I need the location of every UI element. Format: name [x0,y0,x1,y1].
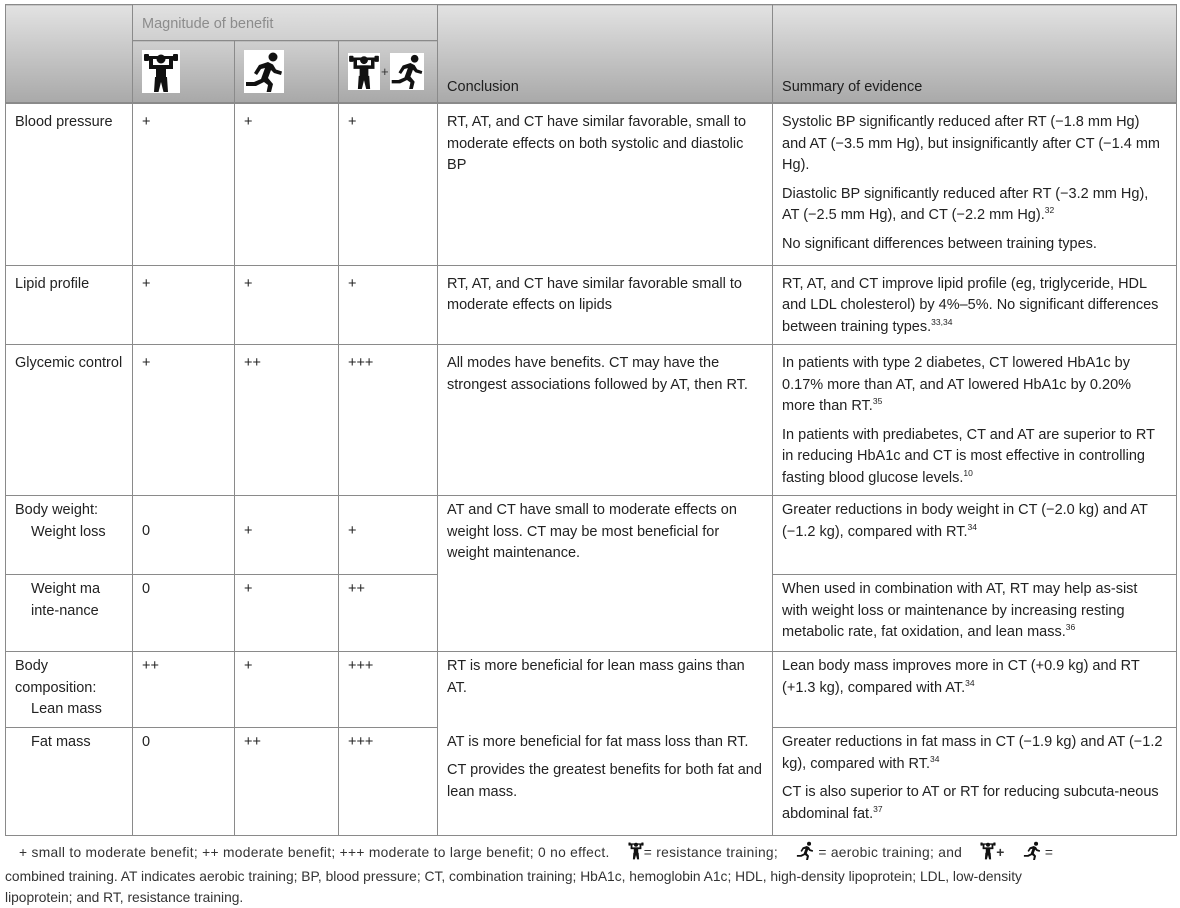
aerobic-training-icon [390,53,424,90]
aerobic-training-icon [244,50,284,93]
ct-rating [339,496,438,575]
evidence-sentence: Diastolic BP significantly reduced after RT (−3.2 mm Hg), AT (−2.5 mm Hg), and CT (−2.2 mm Hg). [782,185,1149,223]
conclusion-text: All modes have benefits. CT may have the strongest associations followed by AT, then RT. [447,355,748,393]
citation-ref: 37 [873,803,883,814]
table-row [6,265,1177,345]
at-rating [235,496,339,575]
citation-ref: 34 [967,521,977,532]
outcome-sub-label: Weight mainte-nance [31,581,101,619]
outcome-sub-label: Weight loss [31,523,106,540]
evidence-sentence: In patients with prediabetes, CT and AT are superior to RT in reducing HbA1c and CT is most effective in controlling fasting blood glucose levels. [782,426,1155,486]
rating-value: + [348,523,357,539]
ct-header [339,41,438,104]
benefits-table [5,4,1177,836]
resistance-training-icon [348,53,380,90]
at-rating: + [235,652,339,728]
outcome-sub-label: Lean mass [31,701,102,717]
outcome-cell: Glycemic control [6,345,133,496]
evidence-cell [773,575,1177,652]
citation-ref: 35 [872,396,883,406]
table-footnote [5,841,1178,908]
conclusion-text: AT is more beneficial for fat mass loss than RT. [447,733,749,750]
resistance-training-icon [966,841,996,866]
plus-joiner: + [996,845,1005,860]
outcome-cell: Fat mass [6,728,133,836]
rt-rating: 0 [133,575,235,652]
footnote-line: combined training. AT indicates aerobic training; BP, blood pressure; CT, combination training; HbA1c, hemoglobin A1c; HDL, high-density lipoprotein; LDL, low-density [5,869,1022,884]
conclusion-text: RT, AT, and CT have similar favorable, small to moderate effects on both systolic and diastolic BP [447,114,747,173]
evidence-text [782,353,1167,418]
outcome-group-label: Body weight: [15,502,99,518]
plus-joiner: + [381,64,389,79]
table-row [6,728,1177,836]
evidence-text [782,425,1167,490]
evidence-cell [773,728,1177,836]
evidence-sentence: In patients with type 2 diabetes, CT lowered HbA1c by 0.17% more than AT, and AT lowered HbA1c by 0.20% more than RT. [782,355,1132,414]
evidence-sentence: Systolic BP significantly reduced after RT (−1.8 mm Hg) and AT (−3.5 mm Hg), but insignificantly after CT (−1.4 mm Hg). [782,114,1160,173]
conclusion-cell [438,652,773,728]
evidence-sentence: RT, AT, and CT improve lipid profile (eg, triglyceride, HDL and LDL cholesterol) by 4%–5%. No significant differences between training types. [782,275,1159,335]
at-rating: + [235,575,339,652]
at-rating: + [235,103,339,265]
ct-rating: +++ [339,345,438,496]
evidence-text [782,782,1167,825]
evidence-cell [773,652,1177,728]
footnote-line [5,841,1178,866]
rt-header [133,41,235,104]
rating-value: + [244,523,253,539]
citation-ref: 36 [1065,622,1076,632]
outcome-header [6,5,133,104]
conclusion-cell [438,728,773,836]
table-row [6,103,1177,265]
aerobic-training-icon [1009,841,1041,866]
conclusion-header: Conclusion [438,5,773,104]
evidence-cell [773,496,1177,575]
table-row [6,652,1177,728]
rating-value: 0 [142,523,151,539]
rt-rating [133,496,235,575]
outcome-cell: Lipid profile [6,265,133,345]
rt-rating: + [133,103,235,265]
ct-rating: + [339,265,438,345]
citation-ref: 34 [930,753,940,764]
aerobic-training-icon [782,841,814,866]
outcome-group-label: Body composition: [15,658,97,696]
resistance-training-icon [142,50,180,93]
evidence-cell [773,103,1177,265]
magnitude-header: Magnitude of benefit [133,5,438,41]
ct-rating: ++ [339,575,438,652]
evidence-cell [773,345,1177,496]
at-rating: ++ [235,728,339,836]
table-row [6,496,1177,575]
at-rating: ++ [235,345,339,496]
rt-definition: = resistance training; [643,845,779,860]
ct-rating: +++ [339,728,438,836]
evidence-sentence: When used in combination with AT, RT may help as-sist with weight loss or maintenance by increasing resting metabolic rate, fat oxidation, and lean mass. [782,581,1138,640]
evidence-sentence: CT is also superior to AT or RT for reducing subcuta-neous abdominal fat. [782,784,1159,822]
evidence-text [782,234,1167,256]
evidence-text [782,732,1167,775]
citation-ref: 32 [1044,205,1055,215]
outcome-cell [6,496,133,575]
evidence-sentence: Greater reductions in body weight in CT (−2.0 kg) and AT (−1.2 kg), compared with RT. [782,502,1148,540]
ct-rating: +++ [339,652,438,728]
outcome-cell [6,575,133,652]
outcome-cell [6,652,133,728]
evidence-text [782,579,1167,644]
conclusion-text: RT, AT, and CT have similar favorable small to moderate effects on lipids [447,275,742,313]
citation-ref: 33,34 [931,316,953,327]
rt-rating: + [133,265,235,345]
evidence-text [782,112,1167,177]
table-row [6,345,1177,496]
rt-rating: ++ [133,652,235,728]
citation-ref: 34 [965,677,975,688]
at-header [235,41,339,104]
conclusion-cell [438,103,773,265]
evidence-text [782,184,1167,227]
evidence-text [782,274,1167,339]
conclusion-text: RT is more beneficial for lean mass gains than AT. [447,658,745,696]
evidence-text [782,656,1167,699]
citation-ref: 10 [963,467,973,478]
at-rating: + [235,265,339,345]
at-definition: = aerobic training; and [818,845,963,860]
evidence-cell [773,265,1177,345]
conclusion-cell [438,265,773,345]
evidence-sentence: Lean body mass improves more in CT (+0.9 kg) and RT (+1.3 kg), compared with AT. [782,658,1140,696]
conclusion-cell [438,496,773,652]
footnote-line: lipoprotein; and RT, resistance training. [5,890,244,905]
evidence-sentence: Greater reductions in fat mass in CT (−1.9 kg) and AT (−1.2 kg), compared with RT. [782,734,1163,772]
evidence-sentence: No significant differences between training types. [782,235,1097,252]
evidence-text [782,500,1167,543]
ct-rating: + [339,103,438,265]
evidence-header: Summary of evidence [773,5,1177,104]
rt-rating: + [133,345,235,496]
legend-text: + small to moderate benefit; ++ moderate benefit; +++ moderate to large benefit; 0 no effect. [19,845,610,860]
rt-rating: 0 [133,728,235,836]
conclusion-text: CT provides the greatest benefits for both fat and lean mass. [447,762,762,800]
conclusion-cell [438,345,773,496]
resistance-training-icon [614,841,644,866]
outcome-cell: Blood pressure [6,103,133,265]
ct-definition: = [1044,845,1054,860]
conclusion-text: AT and CT have small to moderate effects on weight loss. CT may be most beneficial for weight maintenance. [447,502,737,561]
